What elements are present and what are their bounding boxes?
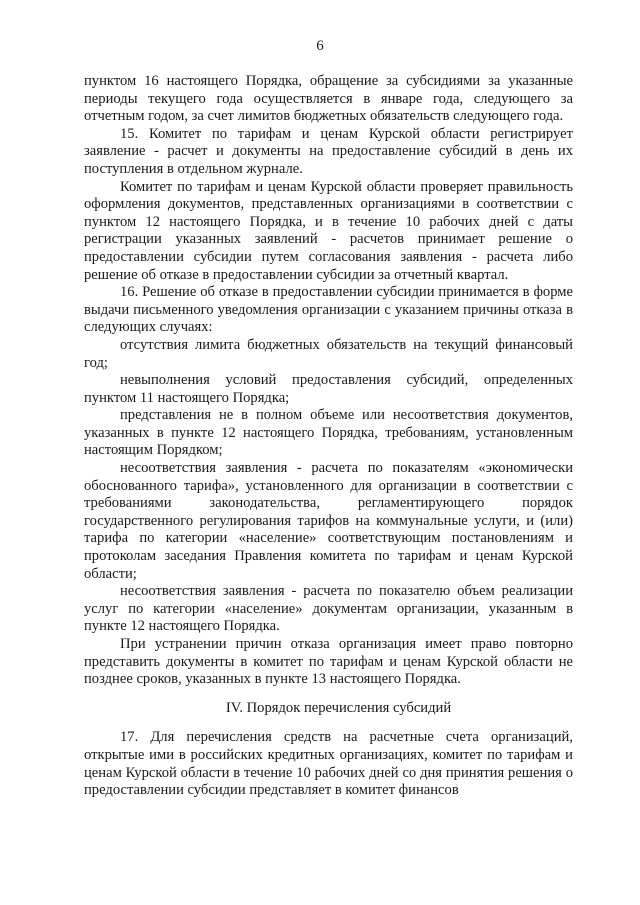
list-item-volume-mismatch: несоответствия заявления - расчета по показателю объем реализации услуг по категории «население» документам организации, указанным в пункте 12 настоящего Порядка. <box>84 583 573 635</box>
paragraph-verification: Комитет по тарифам и ценам Курской области проверяет правильность оформления документов, представленных организациями в соответствии с пунктом 12 настоящего Порядка, и в течение 10 рабочих дней с даты регистрации указанных заявлений - расчетов принимает решение о предоставлении субсидии путем согласования заявления - расчета либо решение об отказе в предоставлении субсидии за отчетный квартал. <box>84 178 573 283</box>
paragraph-clause-15: 15. Комитет по тарифам и ценам Курской области регистрирует заявление - расчет и документы на предоставление субсидий в день их поступления в отдельном журнале. <box>84 125 573 177</box>
paragraph-clause-17: 17. Для перечисления средств на расчетные счета организаций, открытые ими в российских кредитных организациях, комитет по тарифам и ценам Курской области в течение 10 рабочих дней со дня принятия решения о предоставлении субсидии представляет в комитет финансов <box>84 729 573 799</box>
list-item-tariff-mismatch: несоответствия заявления - расчета по показателям «экономически обоснованного тарифа», установленного для организации в соответствии с требованиями законодательства, регламентирующего порядок государственного регулирования тарифов на коммунальные услуги, и (или) тарифа по категории «население» соответствующим постановлениям и протоколам заседания Правления комитета по тарифам и ценам Курской области; <box>84 460 573 582</box>
list-item-documents: представления не в полном объеме или несоответствия документов, указанных в пункте 12 настоящего Порядка, требованиям, установленным настоящим Порядком; <box>84 407 573 459</box>
page-number: 6 <box>316 38 324 54</box>
list-item-conditions: невыполнения условий предоставления субсидий, определенных пунктом 11 настоящего Порядка; <box>84 372 573 406</box>
list-item-budget-limit: отсутствия лимита бюджетных обязательств на текущий финансовый год; <box>84 336 573 371</box>
document-body <box>84 73 573 800</box>
paragraph-continuation: пунктом 16 настоящего Порядка, обращение за субсидиями за указанные периоды текущего года осуществляется в январе года, следующего за отчетным годом, за счет лимитов бюджетных обязательств следующего года. <box>84 73 573 125</box>
section-heading: IV. Порядок перечисления субсидий <box>225 699 452 716</box>
paragraph-resubmission: При устранении причин отказа организация имеет право повторно представить документы в комитет по тарифам и ценам Курской области не позднее сроков, указанных в пункте 13 настоящего Порядка. <box>84 636 573 688</box>
paragraph-clause-16: 16. Решение об отказе в предоставлении субсидии принимается в форме выдачи письменного уведомления организации с указанием причины отказа в следующих случаях: <box>84 284 573 336</box>
